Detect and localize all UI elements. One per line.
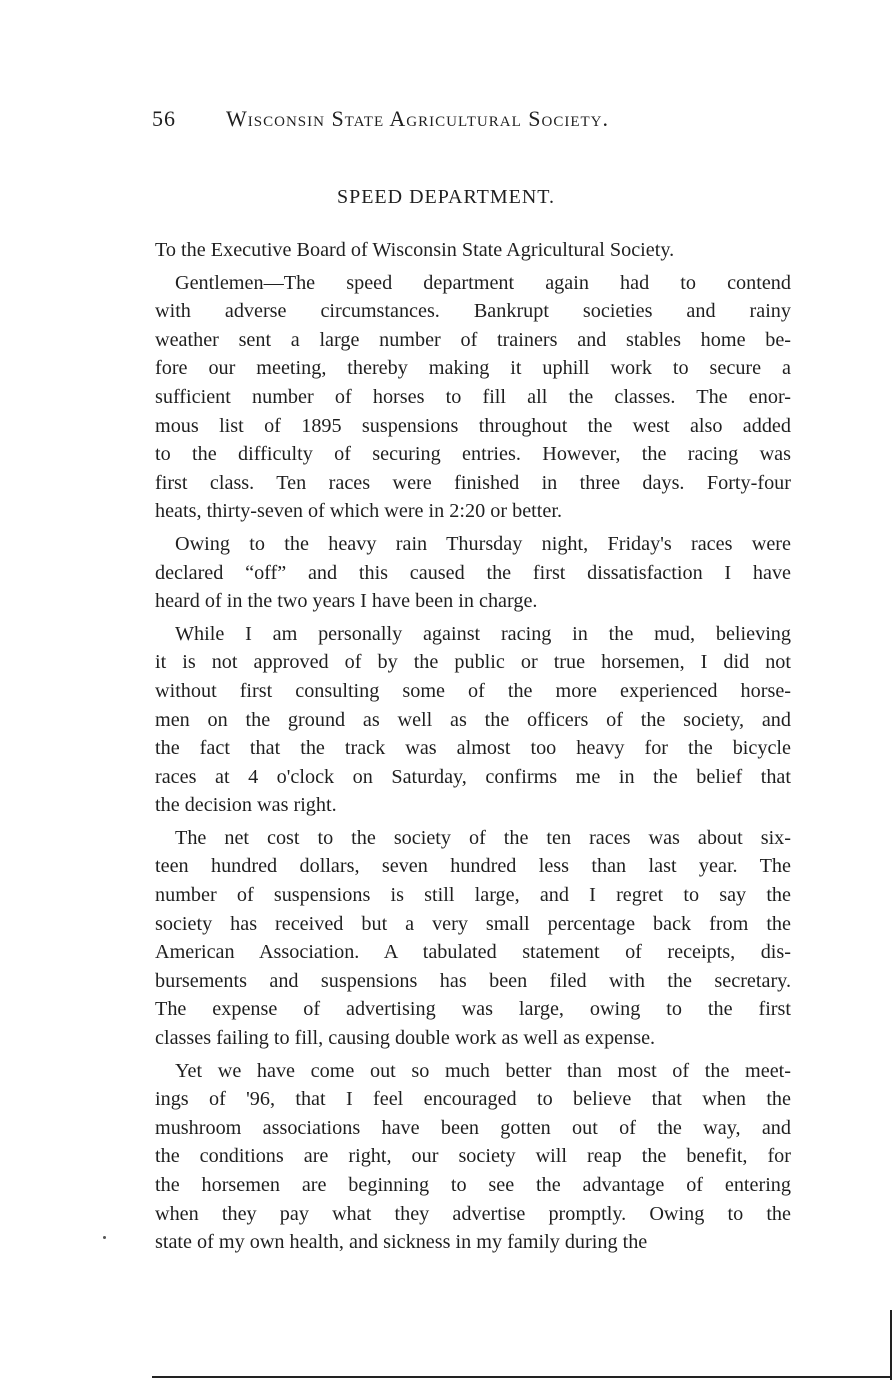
page-edge-bottom [152,1376,892,1378]
text-line: the horsemen are beginning to see the advantage of entering [155,1174,791,1196]
paragraph [155,530,791,616]
text-line: the conditions are right, our society will reap the benefit, for [155,1145,791,1168]
text-line: The expense of advertising was large, owing to the first [155,998,791,1021]
page-number: 56 [152,106,176,131]
text-line: when they pay what they advertise promptly. Owing to the [155,1202,791,1225]
text-line: society has received but a very small percentage back from the [155,912,791,935]
text-line: ings of '96, that I feel encouraged to believe that when the [155,1088,791,1111]
body-text [155,236,791,1257]
text-line: mous list of 1895 suspensions throughout the west also added [155,414,791,437]
text-line: the decision was right. [155,794,337,817]
text-line: to the difficulty of securing entries. However, the racing was [155,443,791,466]
paragraphs [155,269,791,1257]
text-line: the fact that the track was almost too heavy for the bicycle [155,737,791,760]
text-line: American Association. A tabulated statement of receipts, dis- [155,941,791,964]
salutation: To the Executive Board of Wisconsin State Agricultural Society. [155,239,675,261]
text-line: sufficient number of horses to fill all the classes. The enor- [155,385,791,408]
text-line: The net cost to the society of the ten races was about six- [175,826,791,849]
text-line: While I am personally against racing in the mud, believing [175,622,791,645]
text-line: declared “off” and this caused the first dissatisfaction I have [155,561,791,584]
margin-speck [103,1236,106,1239]
text-line: Owing to the heavy rain Thursday night, Friday's races were [175,532,791,555]
running-header [152,106,792,132]
text-line: heats, thirty-seven of which were in 2:20 or better. [155,500,562,523]
text-line: mushroom associations have been gotten out of the way, and [155,1116,791,1139]
text-line: teen hundred dollars, seven hundred less than last year. The [155,855,791,878]
text-line: without first consulting some of the more experienced horse- [155,679,791,702]
paragraph [155,1057,791,1257]
text-line: Yet we have come out so much better than most of the meet- [175,1059,791,1082]
running-title: Wisconsin State Agricultural Society. [226,106,609,131]
text-line: races at 4 o'clock on Saturday, confirms me in the belief that [155,765,791,788]
text-line: with adverse circumstances. Bankrupt societies and rainy [155,300,791,323]
text-line: weather sent a large number of trainers and stables home be- [155,328,791,351]
text-line: it is not approved of by the public or true horsemen, I did not [155,651,791,674]
text-line: heard of in the two years I have been in charge. [155,590,538,613]
paragraph [155,620,791,820]
text-line: men on the ground as well as the officers of the society, and [155,708,791,731]
text-line: state of my own health, and sickness in my family during the [155,1231,648,1254]
text-line: fore our meeting, thereby making it uphill work to secure a [155,357,791,380]
paragraph [155,824,791,1053]
section-title: SPEED DEPARTMENT. [336,186,556,208]
paragraph [155,269,791,526]
text-line: first class. Ten races were finished in three days. Forty-four [155,471,791,494]
text-line: classes failing to fill, causing double work as well as expense. [155,1027,656,1050]
text-line: Gentlemen—The speed department again had to contend [175,271,791,294]
text-line: bursements and suspensions has been filed with the secretary. [155,969,791,992]
text-line: number of suspensions is still large, and I regret to say the [155,884,791,907]
